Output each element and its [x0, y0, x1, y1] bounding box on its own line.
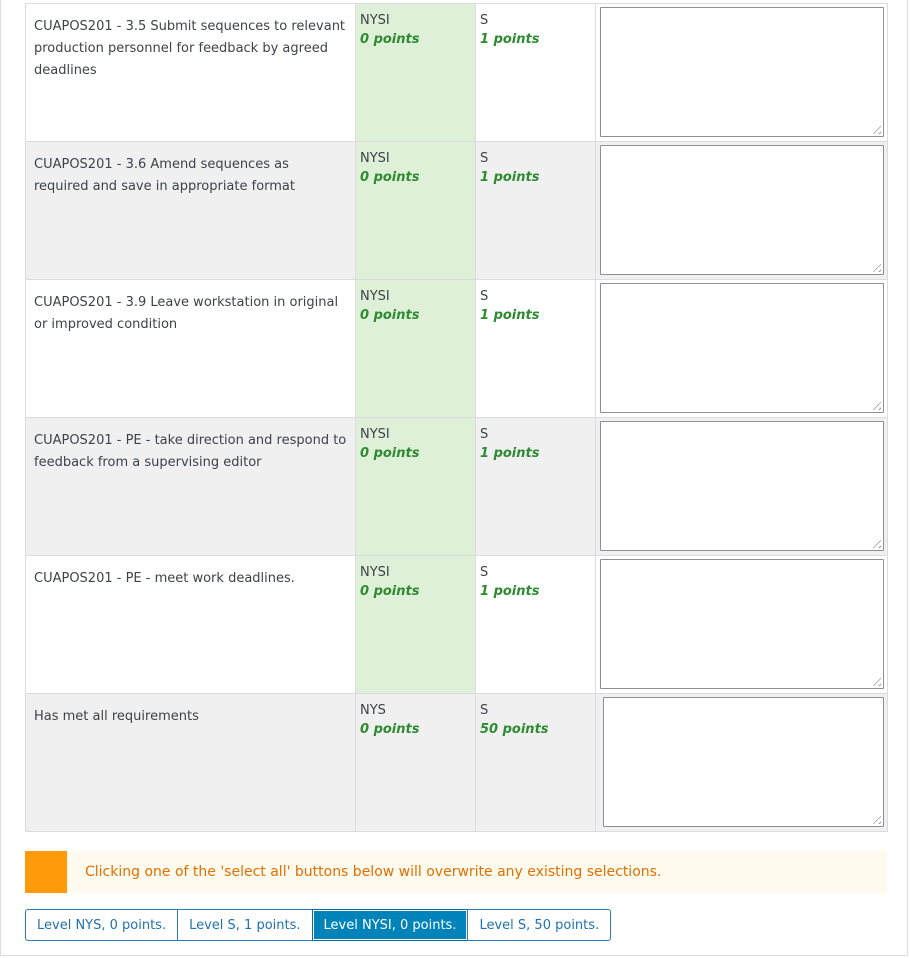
comment-cell [596, 694, 888, 832]
level-name: NYSI [360, 565, 390, 580]
resize-grip-icon[interactable] [869, 398, 881, 410]
comment-cell [596, 556, 888, 694]
resize-grip-icon[interactable] [869, 122, 881, 134]
resize-grip-icon[interactable] [869, 260, 881, 272]
criterion-row [26, 556, 888, 694]
select-all-notice [25, 851, 887, 893]
select-all-button-group [25, 909, 610, 941]
level-name: NYSI [360, 427, 390, 442]
comment-textarea[interactable] [600, 7, 884, 137]
comment-cell [596, 418, 888, 556]
select-all-nys-button[interactable]: Level NYS, 0 points. [25, 909, 178, 941]
level-points: 1 points [480, 32, 540, 47]
level-name: S [480, 151, 489, 166]
notice-text: Clicking one of the 'select all' buttons below will overwrite any existing selections. [85, 864, 662, 880]
criterion-description: CUAPOS201 - 3.6 Amend sequences as required and save in appropriate format [26, 142, 356, 280]
criterion-description: CUAPOS201 - PE - meet work deadlines. [26, 556, 356, 694]
level-name: NYSI [360, 151, 390, 166]
resize-grip-icon[interactable] [869, 674, 881, 686]
level-cell[interactable] [476, 556, 596, 694]
level-name: NYSI [360, 13, 390, 28]
level-cell-selected[interactable] [356, 280, 476, 418]
level-cell-selected[interactable] [356, 556, 476, 694]
comment-cell [596, 4, 888, 142]
level-cell[interactable] [476, 280, 596, 418]
criterion-row [26, 280, 888, 418]
level-points: 0 points [360, 308, 420, 323]
criterion-row [26, 418, 888, 556]
comment-cell [596, 142, 888, 280]
criterion-description: CUAPOS201 - 3.9 Leave workstation in original or improved condition [26, 280, 356, 418]
level-cell-selected[interactable] [356, 418, 476, 556]
level-points: 1 points [480, 446, 540, 461]
level-cell-selected[interactable] [356, 4, 476, 142]
level-points: 1 points [480, 308, 540, 323]
criterion-row [26, 142, 888, 280]
select-all-nysi-button[interactable]: Level NYSI, 0 points. [312, 909, 469, 941]
level-cell[interactable] [476, 694, 596, 832]
comment-textarea[interactable] [600, 145, 884, 275]
level-points: 0 points [360, 446, 420, 461]
comment-textarea[interactable] [600, 283, 884, 413]
comment-textarea[interactable] [603, 697, 884, 827]
warning-accent-icon [25, 851, 67, 893]
level-points: 0 points [360, 722, 420, 737]
level-points: 0 points [360, 170, 420, 185]
level-points: 1 points [480, 170, 540, 185]
resize-grip-icon[interactable] [869, 536, 881, 548]
level-points: 0 points [360, 584, 420, 599]
level-cell-selected[interactable] [356, 142, 476, 280]
level-cell[interactable] [476, 4, 596, 142]
criterion-row [26, 4, 888, 142]
select-all-s-1-button[interactable]: Level S, 1 points. [177, 909, 312, 941]
criterion-row [26, 694, 888, 832]
level-name: NYS [360, 703, 386, 718]
level-points: 50 points [480, 722, 549, 737]
level-cell[interactable] [476, 142, 596, 280]
level-name: S [480, 13, 489, 28]
comment-textarea[interactable] [600, 421, 884, 551]
level-name: S [480, 703, 489, 718]
criterion-description: CUAPOS201 - PE - take direction and respond to feedback from a supervising editor [26, 418, 356, 556]
level-name: S [480, 427, 489, 442]
level-points: 0 points [360, 32, 420, 47]
comment-textarea[interactable] [600, 559, 884, 689]
criterion-description: Has met all requirements [26, 694, 356, 832]
level-cell[interactable] [356, 694, 476, 832]
resize-grip-icon[interactable] [869, 812, 881, 824]
criterion-description: CUAPOS201 - 3.5 Submit sequences to relevant production personnel for feedback by agreed deadlines [26, 4, 356, 142]
level-points: 1 points [480, 584, 540, 599]
select-all-s-50-button[interactable]: Level S, 50 points. [467, 909, 611, 941]
rubric-table [25, 3, 888, 832]
comment-cell [596, 280, 888, 418]
level-name: S [480, 289, 489, 304]
level-name: NYSI [360, 289, 390, 304]
level-cell[interactable] [476, 418, 596, 556]
level-name: S [480, 565, 489, 580]
